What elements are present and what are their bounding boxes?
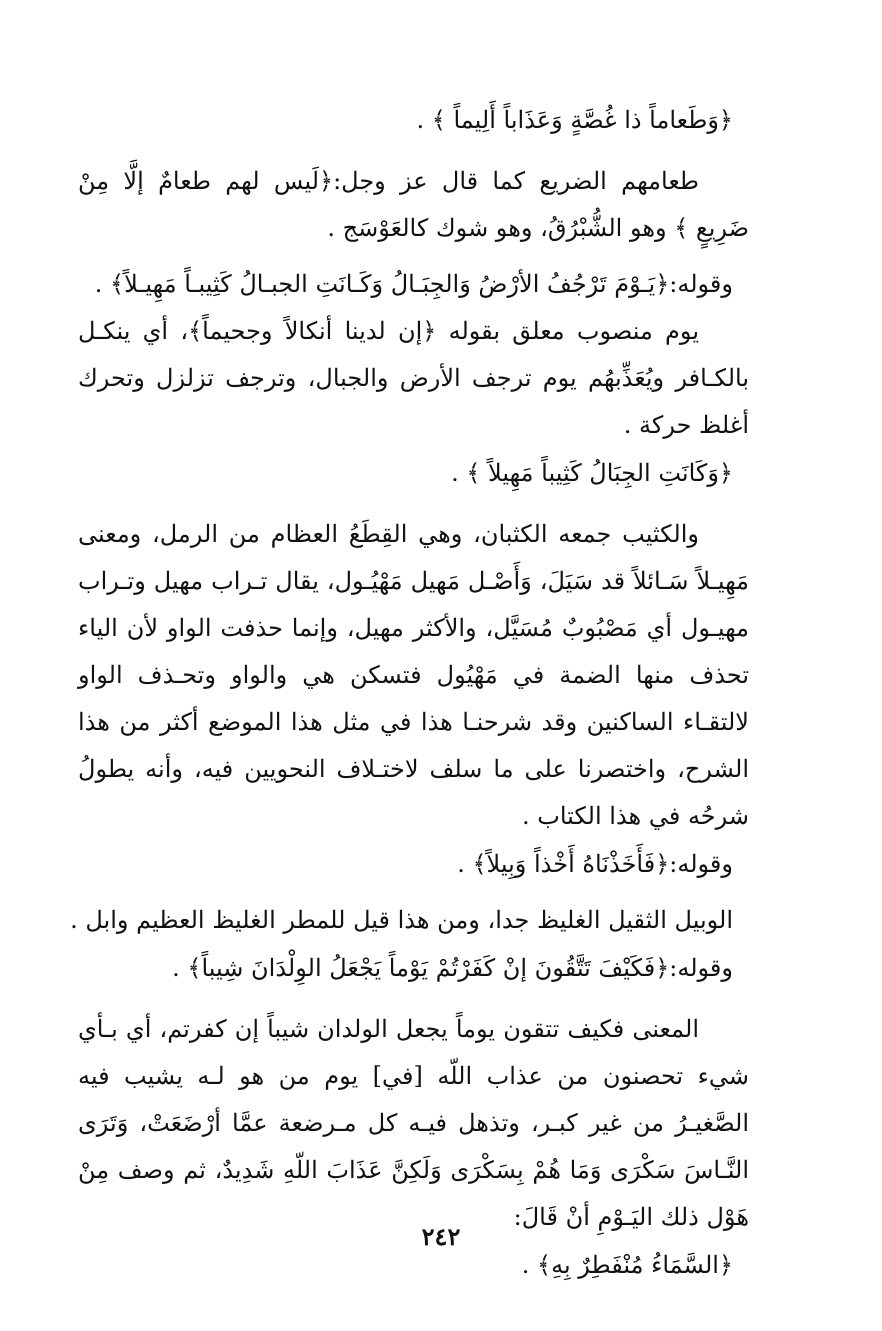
quran-verse: ﴿وَكَانَتِ الجِبَالُ كَثِيباً مَهِيلاً ﴾ . [451, 459, 733, 487]
paragraph: والكثيب جمعه الكثبان، وهي القِطَعُ العظام من الرمل، ومعنى مَهِيـلاً سَـائلاً قد سَيَلَ، وَأَصْـل مَهيل مَهْيُـول، يقال تـراب مهيل وتـراب مهيـول أي مَصْبُوبٌ مُسَيَّل، والأكثر مهيل، وإنما حذفت الواو لأن الياء تحذف منها الضمة في مَهْيُول فتسكن هي والواو وتحـذف الواو لالتقـاء الساكنين وقد شرحنـا هذا في مثل هذا الموضع أكثر من هذا الشرح، واختصرنا على ما سلف لاختـلاف النحويين فيه، وأنه يطولُ شرحُه في هذا الكتاب . [78, 520, 749, 830]
quran-verse: ﴿وَطَعاماً ذا غُصَّةٍ وَعَذَاباً أَلِيماً ﴾ . [416, 106, 733, 134]
quran-verse: وقوله:﴿يَـوْمَ تَرْجُفُ الأرْضُ وَالجِبَـالُ وَكَـانَتِ الجبـالُ كَثِيبـاً مَهِيـلاً﴾ . [94, 270, 733, 298]
paragraph: الوبيل الثقيل الغليظ جدا، ومن هذا قيل للمطر الغليظ العظيم وابل . [70, 906, 733, 934]
paragraph: يوم منصوب معلق بقوله ﴿إن لدينا أنكالاً وجحيماً﴾، أي ينكـل بالكـافر ويُعَذِّبهُم يوم ترجف الأرض والجبال، وترجف تزلزل وتحرك أغلظ حركة . [78, 317, 749, 439]
paragraph: المعنى فكيف تتقون يوماً يجعل الولدان شيباً إن كفرتم، أي بـأي شيء تحصنون من عذاب اللّه [في] يوم من هو لـه يشيب فيه الصَّغيـرُ من غير كبـر، وتذهل فيـه كل مـرضعة عمَّا أرْضَعَتْ، وَتَرَى النَّـاسَ سَكْرَى وَمَا هُمْ بِسَكْرَى وَلَكِنَّ عَذَابَ اللّهِ شَدِيدٌ، ثم وصف مِنْ هَوْل ذلك اليَـوْمِ أنْ قَالَ: [78, 1015, 749, 1231]
paragraph: طعامهم الضريع كما قال عز وجل:﴿لَيس لهم طعامٌ إلَّا مِنْ ضَرِيعٍ ﴾ وهو الشُّبْرُقُ، وهو شوك كالعَوْسَج . [78, 167, 749, 242]
page-number: ٢٤٢ [421, 1222, 461, 1251]
quran-verse: ﴿السَّمَاءُ مُنْفَطِرٌ بِهِ﴾ . [521, 1251, 733, 1279]
book-page [70, 96, 749, 1289]
quran-verse: وقوله:﴿فَكَيْفَ تَتَّقُونَ إنْ كَفَرْتُمْ يَوْماً يَجْعَلُ الوِلْدَانَ شِيباً﴾ . [172, 954, 733, 982]
quran-verse: وقوله:﴿فَأَخَذْنَاهُ أَخْذاً وَبِيلاً﴾ . [457, 850, 733, 878]
